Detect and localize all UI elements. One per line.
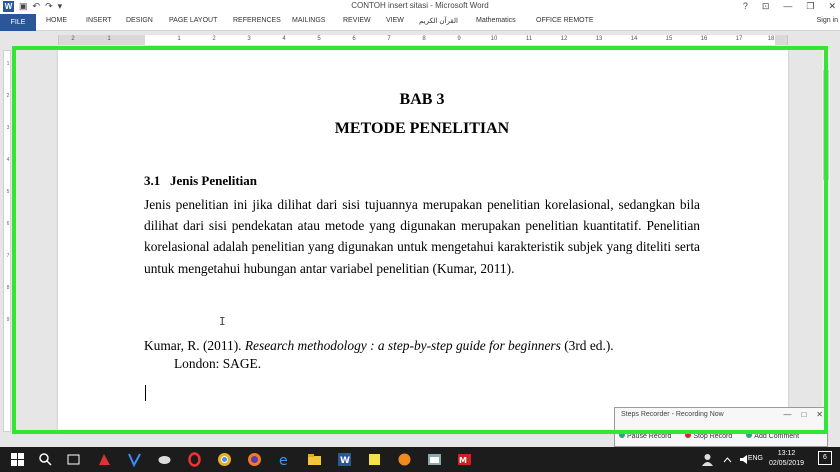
window-title: CONTOH insert sitasi - Microsoft Word	[351, 1, 489, 10]
reference-edition: (3rd ed.).	[560, 338, 614, 353]
save-icon[interactable]: ▣	[19, 1, 28, 11]
sign-in-link[interactable]: Sign in	[816, 17, 838, 24]
app-red-arrow-icon[interactable]	[97, 452, 112, 467]
ruler-number: 1	[107, 36, 111, 42]
clock[interactable]	[769, 449, 804, 469]
ruler-number: 3	[6, 125, 10, 131]
word-logo-icon[interactable]: W	[4, 2, 13, 11]
notification-center-icon[interactable]: 6	[818, 451, 832, 465]
ruler-number: 8	[422, 36, 426, 42]
app-window-icon[interactable]	[427, 452, 442, 467]
tray-chevron-icon[interactable]	[720, 452, 735, 467]
ruler-number: 15	[665, 36, 673, 42]
tab-file[interactable]: FILE	[0, 14, 36, 31]
steps-close-button[interactable]: ✕	[816, 410, 823, 419]
ruler-number: 2	[71, 36, 75, 42]
ruler-number: 17	[735, 36, 743, 42]
stop-record-button[interactable]	[685, 432, 732, 440]
ruler-number: 2	[6, 93, 10, 99]
ruler-area	[0, 32, 840, 48]
pause-record-label: Pause Record	[627, 433, 672, 440]
taskbar	[0, 447, 840, 472]
reference-author: Kumar, R. (2011).	[144, 338, 245, 353]
ruler-number: 1	[6, 61, 10, 67]
section-heading	[144, 173, 257, 189]
svg-text:M: M	[459, 456, 467, 465]
tab-insert[interactable]: INSERT	[86, 17, 112, 24]
tab-view[interactable]: VIEW	[386, 17, 404, 24]
steps-recorder-window	[614, 407, 828, 447]
clock-time: 13:12	[777, 450, 796, 457]
ruler-number: 7	[387, 36, 391, 42]
chapter-heading: BAB 3	[399, 91, 445, 108]
svg-text:W: W	[340, 456, 350, 466]
steps-recorder-title: Steps Recorder - Recording Now	[621, 411, 724, 418]
tab-mailings[interactable]: MAILINGS	[292, 17, 326, 24]
ruler-right-margin	[775, 35, 787, 45]
steps-maximize-button[interactable]: □	[801, 410, 807, 419]
reference-entry	[144, 338, 614, 354]
add-comment-button[interactable]	[746, 432, 799, 440]
help-button[interactable]: ?	[742, 1, 748, 11]
reference-publisher: London: SAGE.	[174, 356, 262, 371]
word-taskbar-icon[interactable]	[337, 452, 352, 467]
app-red-m-icon[interactable]	[457, 452, 472, 467]
app-cloud-icon[interactable]	[157, 452, 172, 467]
ruler-number: 11	[525, 36, 533, 42]
title-bar	[0, 0, 840, 14]
ruler-number: 3	[247, 36, 251, 42]
search-icon[interactable]	[38, 452, 53, 467]
app-v-icon[interactable]	[127, 452, 142, 467]
edge-icon[interactable]	[277, 452, 292, 467]
ruler-number: 6	[352, 36, 356, 42]
ruler-number: 2	[212, 36, 216, 42]
ruler-number: 9	[6, 317, 10, 323]
comment-icon	[746, 432, 752, 438]
add-comment-label: Add Comment	[754, 433, 800, 440]
tab-mathematics[interactable]: Mathematics	[476, 17, 516, 24]
scrollbar-thumb[interactable]	[823, 70, 829, 180]
sticky-notes-icon[interactable]	[367, 452, 382, 467]
app-orange-circle-icon[interactable]	[397, 452, 412, 467]
ribbon-display-options-button[interactable]: ⊡	[761, 1, 770, 11]
steps-recorder-buttons	[619, 432, 799, 440]
svg-text:e: e	[279, 453, 288, 467]
people-icon[interactable]	[700, 452, 715, 467]
tab-design[interactable]: DESIGN	[126, 17, 153, 24]
clock-date: 02/05/2019	[768, 460, 804, 467]
ruler-number: 8	[6, 285, 10, 291]
undo-icon[interactable]: ↶	[32, 1, 41, 11]
language-indicator[interactable]: ENG	[747, 455, 763, 462]
ruler-number: 12	[560, 36, 568, 42]
ruler-number: 13	[595, 36, 603, 42]
ruler-number: 9	[457, 36, 461, 42]
tab-home[interactable]: HOME	[46, 17, 67, 24]
body-paragraph: Jenis penelitian ini jika dilihat dari sisi tujuannya merupakan penelitian korelasional, sedangkan bila dilihat dari sisi pendekatan atau metode yang digunakan merupakan penelitian kuantitatif. Penelitian korelasional adalah penelitian yang digunakan untuk mengetahui karakteristik subjek yang diteliti serta untuk mengetahui hubungan antar variabel penelitian (Kumar, 2011).	[144, 197, 700, 276]
pause-icon	[619, 432, 625, 438]
redo-icon[interactable]: ↷	[45, 1, 53, 11]
tab-review[interactable]: REVIEW	[343, 17, 371, 24]
file-explorer-icon[interactable]	[307, 452, 322, 467]
ruler-number: 14	[630, 36, 638, 42]
stop-icon	[685, 432, 691, 438]
ruler-number: 10	[490, 36, 498, 42]
horizontal-ruler[interactable]	[58, 35, 788, 45]
chrome-icon[interactable]	[217, 452, 232, 467]
vertical-scrollbar[interactable]	[822, 50, 830, 430]
minimize-button[interactable]: —	[783, 1, 793, 11]
vertical-ruler[interactable]	[3, 50, 11, 432]
restore-button[interactable]: ❐	[806, 1, 815, 11]
customize-qat-icon[interactable]: ▾	[57, 1, 63, 11]
ruler-number: 5	[317, 36, 321, 42]
reference-title: Research methodology : a step-by-step guide for beginners	[244, 338, 561, 353]
ruler-number: 6	[6, 221, 10, 227]
tab-office-remote[interactable]: OFFICE REMOTE	[536, 17, 594, 24]
section-title: Jenis Penelitian	[170, 173, 258, 188]
ruler-number: 4	[282, 36, 286, 42]
section-number: 3.1	[144, 173, 161, 188]
ruler-number: 7	[6, 253, 10, 259]
windows-start-icon[interactable]	[10, 452, 25, 467]
opera-icon[interactable]	[187, 452, 202, 467]
window-controls	[743, 0, 836, 13]
ibeam-cursor-icon: I	[219, 315, 226, 328]
stop-record-label: Stop Record	[693, 433, 733, 440]
ruler-number: 18	[767, 36, 775, 42]
ruler-number: 16	[700, 36, 708, 42]
chapter-title: METODE PENELITIAN	[334, 120, 510, 137]
text-cursor	[145, 385, 146, 401]
steps-recorder-controls	[783, 410, 823, 419]
ruler-number: 4	[6, 157, 10, 163]
ruler-number: 1	[177, 36, 181, 42]
close-button[interactable]: ✕	[828, 1, 836, 11]
tab-quran[interactable]: القرآن الكريم	[419, 18, 458, 25]
steps-minimize-button[interactable]: —	[783, 410, 792, 419]
task-view-icon[interactable]	[66, 452, 81, 467]
pause-record-button[interactable]	[619, 432, 671, 440]
ribbon-tabs	[0, 14, 840, 31]
firefox-icon[interactable]	[247, 452, 262, 467]
ruler-number: 5	[6, 189, 10, 195]
tab-references[interactable]: REFERENCES	[233, 17, 281, 24]
tab-page-layout[interactable]: PAGE LAYOUT	[169, 17, 218, 24]
